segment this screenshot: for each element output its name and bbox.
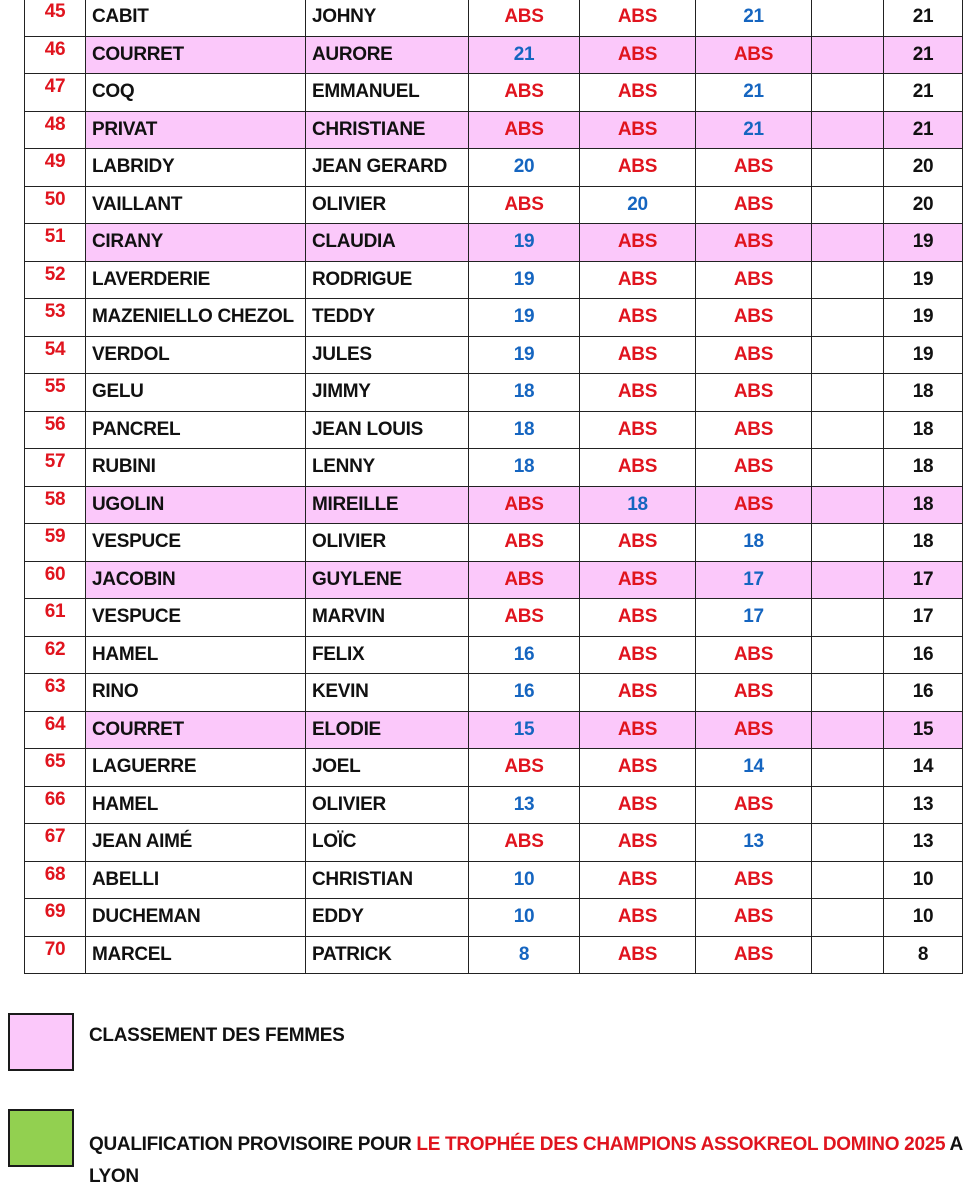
table-row [25,261,963,299]
score-1-cell: ABS [469,186,580,224]
score-3-cell: ABS [696,449,812,487]
score-1-cell: 19 [469,299,580,337]
first-name-cell: LOÏC [306,824,469,862]
score-2-cell: ABS [580,524,696,562]
first-name-cell: JEAN LOUIS [306,411,469,449]
first-name-cell: CHRISTIAN [306,861,469,899]
score-3-cell: ABS [696,374,812,412]
empty-cell [812,224,884,262]
table-row [25,524,963,562]
rank-cell: 60 [25,561,86,599]
score-3-cell: ABS [696,261,812,299]
first-name-cell: JOEL [306,749,469,787]
score-3-cell: 17 [696,561,812,599]
total-cell: 21 [884,74,963,112]
rank-cell: 54 [25,336,86,374]
last-name-cell: VESPUCE [86,524,306,562]
table-row [25,636,963,674]
score-1-cell: 19 [469,336,580,374]
rank-cell: 56 [25,411,86,449]
first-name-cell: JOHNY [306,0,469,36]
first-name-cell: JEAN GERARD [306,149,469,187]
score-3-cell: 21 [696,111,812,149]
score-2-cell: ABS [580,374,696,412]
score-2-cell: ABS [580,411,696,449]
total-cell: 10 [884,861,963,899]
total-cell: 18 [884,411,963,449]
total-cell: 18 [884,524,963,562]
qualification-legend-label [89,1129,964,1193]
score-2-cell: ABS [580,599,696,637]
score-3-cell: ABS [696,336,812,374]
qualification-legend-swatch [8,1109,74,1167]
table-row [25,36,963,74]
table-row [25,0,963,36]
first-name-cell: OLIVIER [306,786,469,824]
empty-cell [812,599,884,637]
score-2-cell: ABS [580,824,696,862]
rank-cell: 55 [25,374,86,412]
score-2-cell: ABS [580,261,696,299]
last-name-cell: LAVERDERIE [86,261,306,299]
first-name-cell: MIREILLE [306,486,469,524]
score-3-cell: 13 [696,824,812,862]
score-3-cell: ABS [696,711,812,749]
score-3-cell: ABS [696,224,812,262]
empty-cell [812,449,884,487]
total-cell: 10 [884,899,963,937]
rank-cell: 50 [25,186,86,224]
score-2-cell: ABS [580,899,696,937]
score-1-cell: ABS [469,561,580,599]
score-1-cell: ABS [469,524,580,562]
score-3-cell: ABS [696,899,812,937]
last-name-cell: LABRIDY [86,149,306,187]
ranking-rows [25,0,963,974]
total-cell: 19 [884,261,963,299]
table-row [25,561,963,599]
table-row [25,674,963,712]
rank-cell: 57 [25,449,86,487]
score-2-cell: ABS [580,36,696,74]
first-name-cell: EDDY [306,899,469,937]
rank-cell: 70 [25,936,86,974]
ranking-table [24,0,963,974]
total-cell: 20 [884,149,963,187]
score-2-cell: ABS [580,861,696,899]
empty-cell [812,261,884,299]
score-1-cell: 15 [469,711,580,749]
empty-cell [812,749,884,787]
score-1-cell: ABS [469,599,580,637]
total-cell: 16 [884,636,963,674]
table-row [25,149,963,187]
score-1-cell: 18 [469,374,580,412]
last-name-cell: COURRET [86,711,306,749]
first-name-cell: KEVIN [306,674,469,712]
table-row [25,711,963,749]
total-cell: 17 [884,599,963,637]
first-name-cell: FELIX [306,636,469,674]
last-name-cell: HAMEL [86,786,306,824]
last-name-cell: HAMEL [86,636,306,674]
score-1-cell: 21 [469,36,580,74]
last-name-cell: VESPUCE [86,599,306,637]
rank-cell: 51 [25,224,86,262]
score-1-cell: 16 [469,674,580,712]
rank-cell: 62 [25,636,86,674]
score-1-cell: 18 [469,411,580,449]
table-row [25,74,963,112]
first-name-cell: AURORE [306,36,469,74]
empty-cell [812,899,884,937]
last-name-cell: UGOLIN [86,486,306,524]
empty-cell [812,786,884,824]
empty-cell [812,336,884,374]
empty-cell [812,861,884,899]
total-cell: 19 [884,224,963,262]
rank-cell: 65 [25,749,86,787]
total-cell: 17 [884,561,963,599]
last-name-cell: GELU [86,374,306,412]
total-cell: 14 [884,749,963,787]
first-name-cell: OLIVIER [306,186,469,224]
score-1-cell: 16 [469,636,580,674]
last-name-cell: CABIT [86,0,306,36]
empty-cell [812,411,884,449]
last-name-cell: RINO [86,674,306,712]
score-2-cell: ABS [580,149,696,187]
first-name-cell: JIMMY [306,374,469,412]
total-cell: 13 [884,786,963,824]
total-cell: 18 [884,374,963,412]
qualification-label-suffix: A LYON [89,1134,963,1187]
table-row [25,936,963,974]
last-name-cell: CIRANY [86,224,306,262]
rank-cell: 61 [25,599,86,637]
score-1-cell: 10 [469,899,580,937]
score-3-cell: ABS [696,636,812,674]
empty-cell [812,374,884,412]
total-cell: 19 [884,336,963,374]
score-1-cell: 19 [469,261,580,299]
score-1-cell: 10 [469,861,580,899]
score-2-cell: ABS [580,111,696,149]
score-2-cell: 20 [580,186,696,224]
empty-cell [812,0,884,36]
empty-cell [812,149,884,187]
score-2-cell: ABS [580,561,696,599]
rank-cell: 58 [25,486,86,524]
last-name-cell: DUCHEMAN [86,899,306,937]
score-1-cell: 19 [469,224,580,262]
table-row [25,299,963,337]
score-3-cell: ABS [696,786,812,824]
total-cell: 21 [884,111,963,149]
last-name-cell: COURRET [86,36,306,74]
total-cell: 18 [884,486,963,524]
empty-cell [812,74,884,112]
women-legend-label: CLASSEMENT DES FEMMES [89,1025,345,1046]
score-2-cell: ABS [580,0,696,36]
score-1-cell: ABS [469,111,580,149]
score-1-cell: 13 [469,786,580,824]
qualification-label-highlight: LE TROPHÉE DES CHAMPIONS ASSOKREOL DOMINO 2025 [416,1134,946,1155]
table-row [25,411,963,449]
qualification-label-prefix: QUALIFICATION PROVISOIRE POUR [89,1134,417,1155]
first-name-cell: ELODIE [306,711,469,749]
table-row [25,111,963,149]
first-name-cell: EMMANUEL [306,74,469,112]
total-cell: 21 [884,36,963,74]
score-2-cell: ABS [580,299,696,337]
table-row [25,899,963,937]
first-name-cell: LENNY [306,449,469,487]
total-cell: 16 [884,674,963,712]
table-row [25,749,963,787]
score-1-cell: ABS [469,824,580,862]
empty-cell [812,36,884,74]
score-1-cell: 20 [469,149,580,187]
table-row [25,786,963,824]
score-3-cell: ABS [696,186,812,224]
score-1-cell: ABS [469,74,580,112]
first-name-cell: PATRICK [306,936,469,974]
last-name-cell: LAGUERRE [86,749,306,787]
rank-cell: 59 [25,524,86,562]
score-3-cell: 14 [696,749,812,787]
score-3-cell: ABS [696,936,812,974]
last-name-cell: PANCREL [86,411,306,449]
total-cell: 8 [884,936,963,974]
rank-cell: 64 [25,711,86,749]
score-2-cell: ABS [580,336,696,374]
first-name-cell: CLAUDIA [306,224,469,262]
first-name-cell: JULES [306,336,469,374]
empty-cell [812,299,884,337]
total-cell: 19 [884,299,963,337]
rank-cell: 52 [25,261,86,299]
score-3-cell: ABS [696,411,812,449]
score-2-cell: ABS [580,674,696,712]
empty-cell [812,524,884,562]
last-name-cell: PRIVAT [86,111,306,149]
score-3-cell: 17 [696,599,812,637]
score-2-cell: 18 [580,486,696,524]
total-cell: 20 [884,186,963,224]
total-cell: 13 [884,824,963,862]
score-3-cell: ABS [696,674,812,712]
first-name-cell: RODRIGUE [306,261,469,299]
score-2-cell: ABS [580,936,696,974]
empty-cell [812,711,884,749]
rank-cell: 67 [25,824,86,862]
rank-cell: 45 [25,0,86,36]
score-3-cell: ABS [696,486,812,524]
rank-cell: 63 [25,674,86,712]
empty-cell [812,674,884,712]
rank-cell: 53 [25,299,86,337]
last-name-cell: ABELLI [86,861,306,899]
last-name-cell: MARCEL [86,936,306,974]
rank-cell: 48 [25,111,86,149]
first-name-cell: GUYLENE [306,561,469,599]
score-1-cell: 8 [469,936,580,974]
last-name-cell: MAZENIELLO CHEZOL [86,299,306,337]
rank-cell: 68 [25,861,86,899]
women-legend-swatch [8,1013,74,1071]
empty-cell [812,636,884,674]
score-1-cell: ABS [469,0,580,36]
empty-cell [812,561,884,599]
table-row [25,374,963,412]
rank-cell: 49 [25,149,86,187]
score-1-cell: 18 [469,449,580,487]
table-row [25,336,963,374]
rank-cell: 69 [25,899,86,937]
score-3-cell: 18 [696,524,812,562]
score-3-cell: ABS [696,36,812,74]
table-row [25,486,963,524]
first-name-cell: OLIVIER [306,524,469,562]
score-2-cell: ABS [580,636,696,674]
first-name-cell: MARVIN [306,599,469,637]
total-cell: 18 [884,449,963,487]
score-2-cell: ABS [580,749,696,787]
last-name-cell: JACOBIN [86,561,306,599]
last-name-cell: RUBINI [86,449,306,487]
empty-cell [812,111,884,149]
rank-cell: 47 [25,74,86,112]
table-row [25,824,963,862]
last-name-cell: COQ [86,74,306,112]
rank-cell: 66 [25,786,86,824]
empty-cell [812,186,884,224]
empty-cell [812,936,884,974]
last-name-cell: JEAN AIMÉ [86,824,306,862]
empty-cell [812,824,884,862]
score-1-cell: ABS [469,486,580,524]
table-row [25,224,963,262]
score-2-cell: ABS [580,74,696,112]
table-row [25,186,963,224]
last-name-cell: VAILLANT [86,186,306,224]
table-row [25,599,963,637]
score-3-cell: 21 [696,74,812,112]
last-name-cell: VERDOL [86,336,306,374]
score-2-cell: ABS [580,711,696,749]
table-row [25,449,963,487]
total-cell: 21 [884,0,963,36]
score-3-cell: ABS [696,149,812,187]
score-2-cell: ABS [580,449,696,487]
score-2-cell: ABS [580,786,696,824]
first-name-cell: TEDDY [306,299,469,337]
empty-cell [812,486,884,524]
table-row [25,861,963,899]
first-name-cell: CHRISTIANE [306,111,469,149]
score-2-cell: ABS [580,224,696,262]
score-1-cell: ABS [469,749,580,787]
total-cell: 15 [884,711,963,749]
score-3-cell: ABS [696,299,812,337]
score-3-cell: 21 [696,0,812,36]
rank-cell: 46 [25,36,86,74]
score-3-cell: ABS [696,861,812,899]
